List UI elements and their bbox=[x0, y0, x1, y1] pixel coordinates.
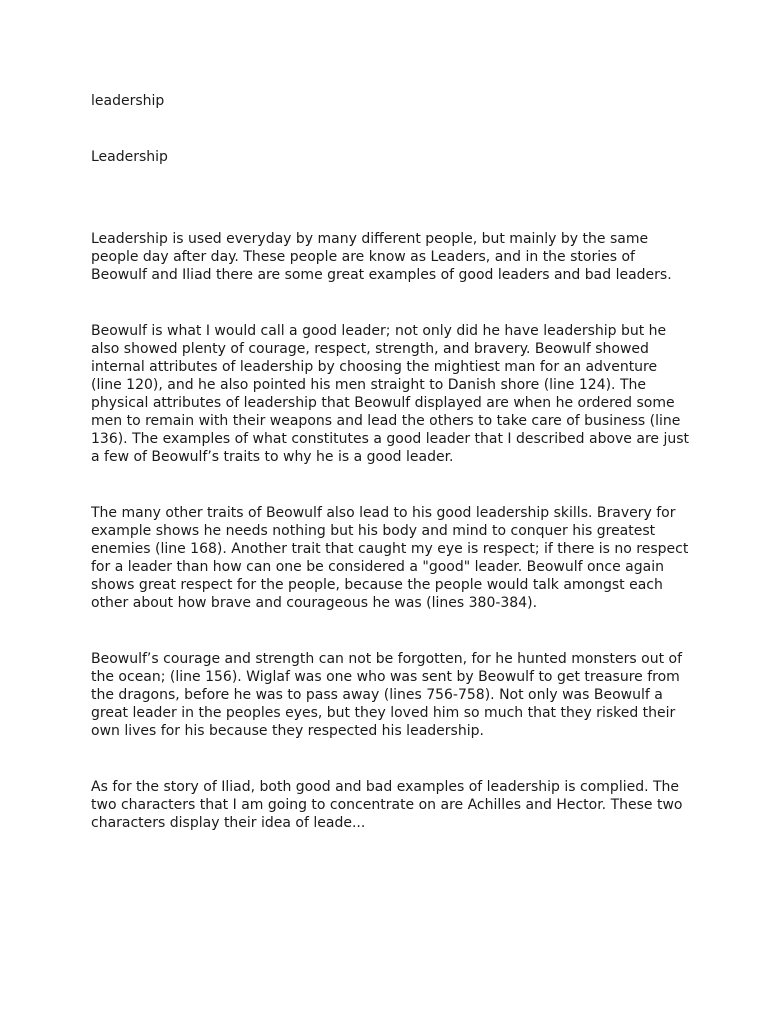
document-title: Leadership bbox=[91, 149, 168, 165]
paragraph-intro: Leadership is used everyday by many different people, but mainly by the same people day after day. These people are know as Leaders, and in the stories of Beowulf and Iliad there are some great examples of good leaders and bad leaders. bbox=[91, 231, 672, 283]
paragraph-iliad: As for the story of Iliad, both good and bad examples of leadership is complied. The two characters that I am going to concentrate on are Achilles and Hector. These two characters display their idea of leade... bbox=[91, 779, 683, 831]
paragraph-courage-strength: Beowulf’s courage and strength can not be forgotten, for he hunted monsters out of the ocean; (line 156). Wiglaf was one who was sent by Beowulf to get treasure from the dragons, before he was to pass away (lines 756-758). Not only was Beowulf a great leader in the peoples eyes, but they loved him so much that they risked their own lives for his because they respected his leadership. bbox=[91, 651, 683, 739]
document-body bbox=[91, 92, 691, 870]
paragraph-other-traits: The many other traits of Beowulf also lead to his good leadership skills. Bravery for example shows he needs nothing but his body and mind to conquer his greatest enemies (line 168). Another trait that caught my eye is respect; if there is no respect for a leader than how can one be considered a "good" leader. Beowulf once again shows great respect for the people, because the people would talk amongst each other about how brave and courageous he was (lines 380-384). bbox=[91, 505, 689, 611]
paragraph-good-leader: Beowulf is what I would call a good leader; not only did he have leadership but he also showed plenty of courage, respect, strength, and bravery. Beowulf showed internal attributes of leadership by choosing the mightiest man for an adventure (line 120), and he also pointed his men straight to Danish shore (line 124). The physical attributes of leadership that Beowulf displayed are when he ordered some men to remain with their weapons and lead the others to take care of business (line 136). The examples of what constitutes a good leader that I described above are just a few of Beowulf’s traits to why he is a good leader. bbox=[91, 323, 690, 465]
document-header-label: leadership bbox=[91, 93, 165, 109]
